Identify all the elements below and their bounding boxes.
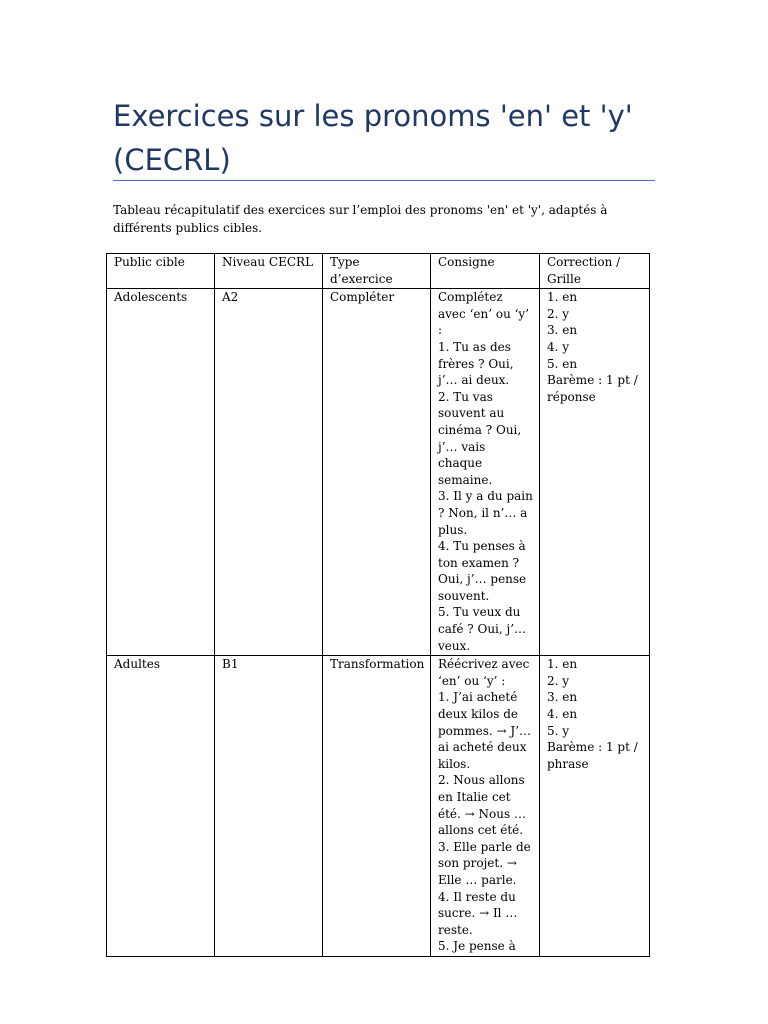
correction-line: 1. en (547, 657, 578, 672)
correction-line: 1. en (547, 290, 578, 305)
cell-consigne (431, 289, 540, 656)
cell-correction (540, 289, 650, 656)
cell-niveau: B1 (215, 656, 323, 957)
header-consigne: Consigne (431, 254, 540, 289)
cell-niveau: A2 (215, 289, 323, 656)
header-correction: Correction / Grille (540, 254, 650, 289)
correction-line: 4. en (547, 707, 578, 722)
cell-correction (540, 656, 650, 957)
header-niveau-cecrl: Niveau CECRL (215, 254, 323, 289)
consigne-line: 4. Il reste du sucre. → Il … reste. (438, 889, 518, 937)
consigne-line: Complétez avec ‘en’ ou ‘y’ : (438, 290, 530, 338)
consigne-line: 5. Tu veux du café ? Oui, j’… veux. (438, 605, 527, 653)
correction-line: 3. en (547, 323, 578, 338)
consigne-line: 4. Tu penses à ton examen ? Oui, j’… pense souvent. (438, 539, 527, 603)
consigne-line: 3. Elle parle de son projet. → Elle … parle. (438, 839, 531, 887)
consigne-line: 2. Nous allons en Italie cet été. → Nous … allons cet été. (438, 773, 526, 838)
cell-type: Compléter (323, 289, 431, 656)
intro-paragraph: Tableau récapitulatif des exercices sur l’emploi des pronoms 'en' et 'y', adaptés à différents publics cibles. (113, 203, 608, 235)
cell-public: Adolescents (107, 289, 215, 656)
table-row-adolescents (107, 289, 650, 656)
cell-type: Transformation (323, 656, 431, 957)
consigne-line: 3. Il y a du pain ? Non, il n’… a plus. (438, 489, 533, 537)
header-type-exercice: Type d’exercice (323, 254, 431, 289)
cell-consigne (431, 656, 540, 957)
consigne-line: Réécrivez avec ‘en’ ou ‘y’ : (438, 657, 530, 688)
cell-public: Adultes (107, 656, 215, 957)
header-public-cible: Public cible (107, 254, 215, 289)
correction-line: 3. en (547, 690, 578, 705)
document-title: Exercices sur les pronoms 'en' et 'y' (CECRL) (113, 99, 633, 177)
consigne-line: 2. Tu vas souvent au cinéma ? Oui, j’… vais chaque semaine. (438, 389, 522, 487)
correction-bareme: Barème : 1 pt / phrase (547, 740, 638, 771)
table-row-adultes (107, 656, 650, 957)
table-header-row (107, 254, 650, 289)
title-underline (113, 180, 655, 181)
correction-line: 2. y (547, 306, 570, 321)
consigne-line: 1. Tu as des frères ? Oui, j’… ai deux. (438, 339, 514, 388)
exercises-table (106, 253, 650, 957)
consigne-line: 5. Je pense à (438, 939, 516, 954)
correction-line: 2. y (547, 673, 570, 688)
correction-line: 4. y (547, 339, 570, 354)
consigne-line: 1. J’ai acheté deux kilos de pommes. → J’… ai acheté deux kilos. (438, 690, 532, 771)
correction-bareme: Barème : 1 pt / réponse (547, 373, 638, 404)
correction-line: 5. y (547, 723, 570, 738)
correction-line: 5. en (547, 356, 578, 371)
